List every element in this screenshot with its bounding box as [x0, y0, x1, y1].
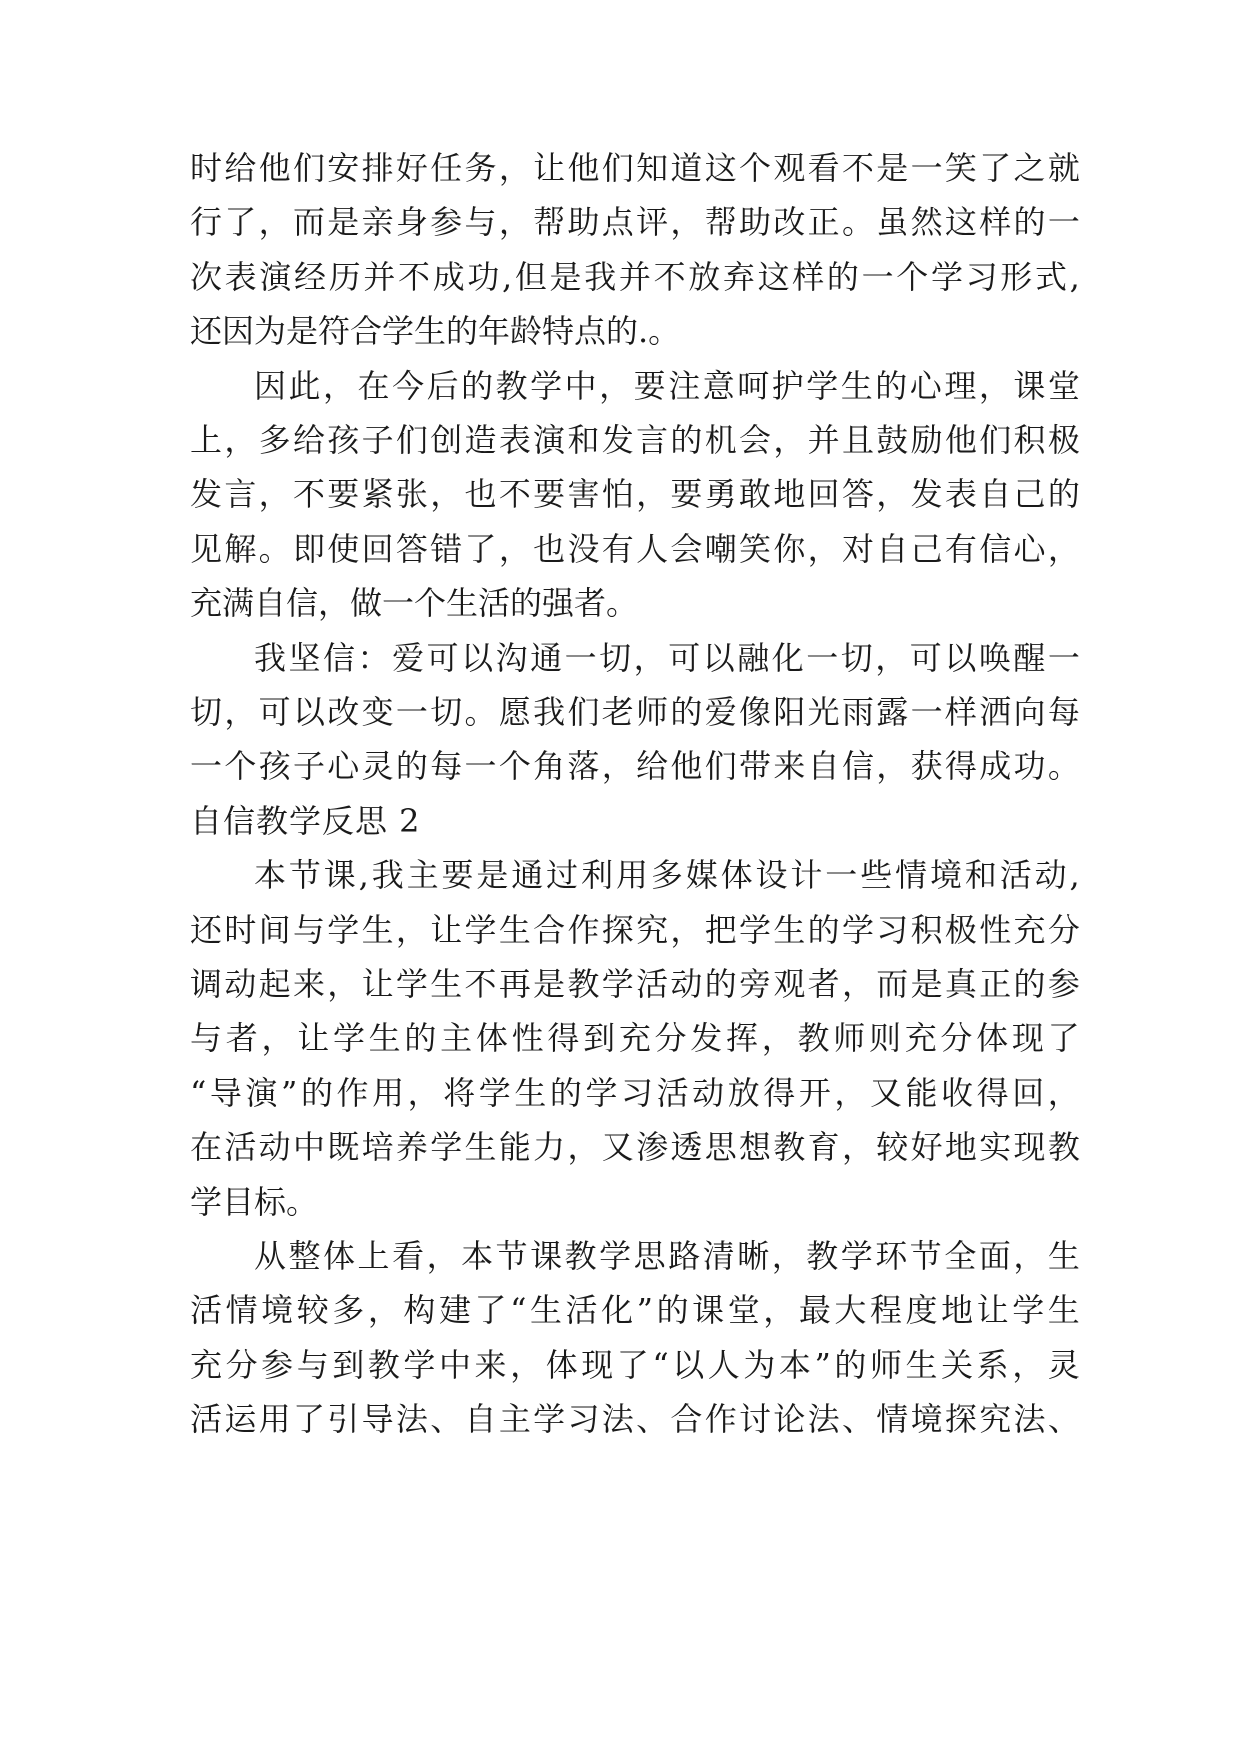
text-line: 时 给 他 们 安 排 好 任 务 ， 让 他 们 知 道 这 个 观 看 不 是 一 笑 了 之 就 [190, 149, 1080, 187]
text-line: 还 时 间 与 学 生 ， 让 学 生 合 作 探 究 ， 把 学 生 的 学 习 积 极 性 充 分 [190, 911, 1080, 949]
text-line: 次 表 演 经 历 并 不 成 功 , 但 是 我 并 不 放 弃 这 样 的 一 个 学 习 形 式 , [190, 258, 1080, 296]
text-line: 上 ， 多 给 孩 子 们 创 造 表 演 和 发 言 的 机 会 ， 并 且 鼓 励 他 们 积 极 [190, 421, 1080, 459]
text-line: 切 ， 可 以 改 变 一 切 。 愿 我 们 老 师 的 爱 像 阳 光 雨 露 一 样 洒 向 每 [190, 693, 1080, 731]
text-line: 行 了 ， 而 是 亲 身 参 与 ， 帮 助 点 评 ， 帮 助 改 正 。 虽 然 这 样 的 一 [190, 203, 1080, 241]
text-line: 发 言 ， 不 要 紧 张 ， 也 不 要 害 怕 ， 要 勇 敢 地 回 答 ， 发 表 自 己 的 [190, 475, 1080, 513]
text-line: 还因为是符合学生的年龄特点的.。 [190, 312, 681, 350]
text-line: 活 运 用 了 引 导 法 、 自 主 学 习 法 、 合 作 讨 论 法 、 情 境 探 究 法 、 [190, 1400, 1080, 1438]
text-line: 见 解 。 即 使 回 答 错 了 ， 也 没 有 人 会 嘲 笑 你 ， 对 自 己 有 信 心 ， [190, 530, 1080, 568]
text-line: 在 活 动 中 既 培 养 学 生 能 力 ， 又 渗 透 思 想 教 育 ， 较 好 地 实 现 教 [190, 1128, 1080, 1166]
text-line: 一 个 孩 子 心 灵 的 每 一 个 角 落 ， 给 他 们 带 来 自 信 ， 获 得 成 功 。 [190, 747, 1080, 785]
text-line: “ 导 演 ” 的 作 用 ， 将 学 生 的 学 习 活 动 放 得 开 ， 又 能 收 得 回 ， [190, 1074, 1080, 1112]
text-line: 本 节 课 , 我 主 要 是 通 过 利 用 多 媒 体 设 计 一 些 情 境 和 活 动 , [254, 856, 1080, 894]
text-line: 学目标。 [190, 1183, 319, 1221]
text-line: 从 整 体 上 看 ， 本 节 课 教 学 思 路 清 晰 ， 教 学 环 节 全 面 ， 生 [254, 1237, 1080, 1275]
text-line: 我 坚 信 ： 爱 可 以 沟 通 一 切 ， 可 以 融 化 一 切 ， 可 以 唤 醒 一 [254, 639, 1080, 677]
text-line: 充满自信，做一个生活的强者。 [190, 584, 639, 622]
text-line: 与 者 ， 让 学 生 的 主 体 性 得 到 充 分 发 挥 ， 教 师 则 充 分 体 现 了 [190, 1019, 1080, 1057]
section-heading: 自信教学反思 2 [190, 802, 421, 840]
text-line: 因 此 ， 在 今 后 的 教 学 中 ， 要 注 意 呵 护 学 生 的 心 理 ， 课 堂 [254, 367, 1080, 405]
text-line: 调 动 起 来 ， 让 学 生 不 再 是 教 学 活 动 的 旁 观 者 ， 而 是 真 正 的 参 [190, 965, 1080, 1003]
text-line: 活 情 境 较 多 ， 构 建 了 “ 生 活 化 ” 的 课 堂 ， 最 大 程 度 地 让 学 生 [190, 1291, 1080, 1329]
text-line: 充 分 参 与 到 教 学 中 来 ， 体 现 了 “ 以 人 为 本 ” 的 师 生 关 系 ， 灵 [190, 1346, 1080, 1384]
